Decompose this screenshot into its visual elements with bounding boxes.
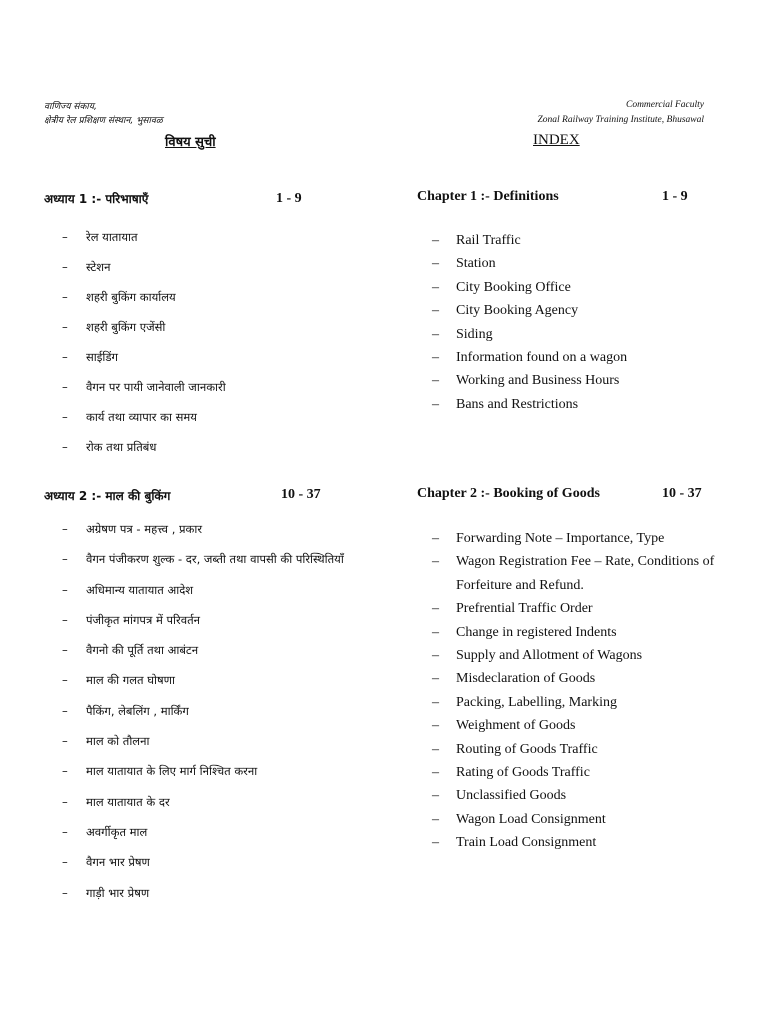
hindi-ch2-item [62, 817, 344, 847]
hindi-index-title: विषय सुची [165, 135, 216, 150]
dash-bullet: – [432, 554, 439, 570]
english-ch2-item-text: Packing, Labelling, Marking [456, 694, 617, 710]
english-ch2-item [432, 761, 722, 784]
dash-bullet: – [62, 612, 68, 627]
hindi-ch2-item [62, 544, 344, 574]
dash-bullet: – [432, 531, 439, 546]
hindi-ch2-item [62, 847, 344, 877]
english-ch1-item [432, 252, 722, 275]
english-index-title: INDEX [533, 132, 580, 148]
english-ch2-item-text: Routing of Goods Traffic [456, 741, 598, 757]
dash-bullet: – [432, 373, 439, 389]
dash-bullet: – [62, 734, 68, 749]
english-chapter2-title: Chapter 2 :- Booking of Goods [417, 486, 600, 501]
hindi-ch1-item-text: रोक तथा प्रतिबंध [86, 440, 157, 454]
hindi-ch1-item [62, 282, 226, 312]
header-left-line1: वाणिज्य संकाय, [44, 102, 97, 112]
english-ch1-item [432, 299, 722, 322]
dash-bullet: – [62, 824, 68, 839]
hindi-ch2-item-text: माल यातायात के लिए मार्ग निश्चित करना [86, 764, 258, 779]
hindi-ch1-item-text: शहरी बुकिंग एजेंसी [86, 320, 166, 334]
dash-bullet: – [432, 601, 439, 617]
dash-bullet: – [432, 765, 439, 781]
english-ch1-item [432, 393, 722, 416]
english-ch1-item-text: City Booking Agency [456, 303, 579, 319]
english-chapter1-pages: 1 - 9 [662, 189, 688, 204]
english-ch1-item-text: Bans and Restrictions [456, 396, 579, 412]
dash-bullet: – [62, 320, 68, 334]
english-ch2-item [432, 527, 722, 550]
hindi-ch1-item-text: रेल यातायात [86, 230, 138, 244]
dash-bullet: – [62, 350, 68, 364]
english-ch2-item-text: Train Load Consignment [456, 835, 597, 851]
english-ch2-item-text: Weighment of Goods [456, 718, 576, 734]
english-chapter1-list [432, 229, 722, 416]
hindi-ch2-item-text: माल की गलत घोषणा [86, 673, 175, 688]
english-ch2-item [432, 714, 722, 737]
hindi-ch2-item-text: अधिमान्य यातायात आदेश [86, 582, 194, 597]
hindi-ch2-item [62, 605, 344, 635]
hindi-ch1-item-text: स्टेशन [86, 260, 111, 274]
dash-bullet: – [62, 410, 68, 424]
dash-bullet: – [432, 396, 439, 412]
hindi-ch2-item-text: पैकिंग, लेबलिंग , मार्किंग [86, 703, 189, 718]
english-ch2-item [432, 667, 722, 690]
header-right-line2: Zonal Railway Training Institute, Bhusawal [537, 115, 704, 125]
hindi-ch1-item [62, 312, 226, 342]
hindi-ch2-item [62, 878, 344, 908]
hindi-chapter1-list [62, 222, 226, 462]
hindi-ch1-item [62, 222, 226, 252]
english-ch1-item-text: Station [456, 256, 496, 272]
dash-bullet: – [432, 350, 439, 366]
english-ch2-item [432, 621, 722, 644]
hindi-ch1-item-text: साईडिंग [86, 350, 119, 364]
dash-bullet: – [62, 230, 68, 244]
english-chapter1-title: Chapter 1 :- Definitions [417, 189, 559, 204]
hindi-ch2-item-text: वैगन पंजीकरण शुल्क - दर, जब्ती तथा वापसी की परिस्थितियाँ [86, 552, 344, 567]
english-ch2-item [432, 831, 722, 854]
hindi-ch1-item [62, 252, 226, 282]
dash-bullet: – [62, 703, 68, 718]
dash-bullet: – [62, 260, 68, 274]
dash-bullet: – [62, 290, 68, 304]
english-ch2-item [432, 644, 722, 667]
dash-bullet: – [432, 279, 439, 295]
hindi-ch2-item-text: गाड़ी भार प्रेषण [86, 885, 150, 900]
dash-bullet: – [432, 648, 439, 664]
hindi-chapter1-title: अध्याय 1 :- परिभाषाएँ [44, 192, 149, 206]
dash-bullet: – [62, 794, 68, 809]
english-ch1-item [432, 369, 722, 392]
hindi-ch2-item [62, 696, 344, 726]
hindi-ch2-item [62, 787, 344, 817]
english-ch1-item-text: Information found on a wagon [456, 350, 628, 366]
dash-bullet: – [432, 233, 439, 248]
hindi-ch2-item [62, 575, 344, 605]
dash-bullet: – [62, 582, 68, 597]
english-ch2-item [432, 597, 722, 620]
english-ch2-item-text: Unclassified Goods [456, 788, 567, 804]
english-ch1-item-text: Siding [456, 326, 493, 342]
dash-bullet: – [432, 741, 439, 757]
dash-bullet: – [432, 624, 439, 640]
dash-bullet: – [432, 811, 439, 827]
hindi-chapter2-list [62, 514, 344, 908]
hindi-ch2-item [62, 756, 344, 786]
english-ch2-item-text: Rating of Goods Traffic [456, 765, 590, 781]
hindi-ch2-item-text: माल को तौलना [86, 734, 150, 749]
hindi-ch2-item [62, 514, 344, 544]
dash-bullet: – [62, 855, 68, 870]
hindi-chapter2-title: अध्याय 2 :- माल की बुकिंग [44, 489, 171, 503]
hindi-ch1-item-text: शहरी बुकिंग कार्यालय [86, 290, 176, 304]
dash-bullet: – [62, 522, 68, 536]
header-right [537, 98, 704, 128]
english-ch2-item [432, 691, 722, 714]
hindi-ch1-item [62, 402, 226, 432]
hindi-chapter2-pages: 10 - 37 [281, 487, 321, 502]
english-ch1-item [432, 346, 722, 369]
english-ch2-item-text: Misdeclaration of Goods [456, 671, 596, 687]
dash-bullet: – [62, 885, 68, 900]
hindi-ch2-item [62, 726, 344, 756]
english-ch2-item [432, 550, 722, 597]
english-ch1-item-text: Working and Business Hours [456, 373, 620, 389]
dash-bullet: – [62, 552, 68, 567]
english-ch2-item [432, 738, 722, 761]
hindi-ch2-item-text: वैगनो की पूर्ति तथा आबंटन [86, 643, 199, 658]
english-ch1-item [432, 229, 722, 252]
english-ch2-item-text: Wagon Load Consignment [456, 811, 606, 827]
hindi-ch2-item [62, 635, 344, 665]
english-ch2-item-text: Prefrential Traffic Order [456, 601, 593, 617]
english-chapter2-list [432, 527, 722, 855]
hindi-ch1-item [62, 432, 226, 462]
dash-bullet: – [432, 718, 439, 734]
header-left-line2: क्षेत्रीय रेल प्रशिक्षण संस्थान, भुसावळ [44, 116, 163, 126]
english-ch2-item-text: Wagon Registration Fee – Rate, Conditions of Forfeiture and Refund. [456, 554, 715, 593]
header-right-line1: Commercial Faculty [625, 100, 704, 110]
hindi-ch2-item [62, 665, 344, 695]
hindi-ch2-item-text: वैगन भार प्रेषण [86, 855, 150, 870]
hindi-ch2-item-text: अग्रेषण पत्र - महत्त्व , प्रकार [86, 522, 203, 536]
dash-bullet: – [62, 440, 68, 454]
dash-bullet: – [432, 835, 439, 851]
dash-bullet: – [432, 326, 439, 342]
english-ch2-item [432, 784, 722, 807]
hindi-ch2-item-text: माल यातायात के दर [86, 794, 170, 809]
hindi-ch1-item-text: कार्य तथा व्यापार का समय [86, 410, 197, 424]
hindi-ch1-item-text: वैगन पर पायी जानेवाली जानकारी [86, 380, 226, 394]
hindi-chapter1-pages: 1 - 9 [276, 191, 302, 206]
dash-bullet: – [62, 643, 68, 658]
dash-bullet: – [62, 380, 68, 394]
hindi-ch1-item [62, 342, 226, 372]
header-left [44, 100, 163, 128]
english-ch1-item [432, 323, 722, 346]
english-ch1-item-text: Rail Traffic [456, 233, 521, 248]
dash-bullet: – [432, 788, 439, 804]
dash-bullet: – [62, 673, 68, 688]
hindi-ch2-item-text: पंजीकृत मांगपत्र में परिवर्तन [86, 612, 201, 627]
dash-bullet: – [432, 303, 439, 319]
dash-bullet: – [432, 694, 439, 710]
dash-bullet: – [432, 671, 439, 687]
english-ch2-item-text: Forwarding Note – Importance, Type [456, 531, 665, 546]
english-ch2-item [432, 808, 722, 831]
english-ch2-item-text: Change in registered Indents [456, 624, 617, 640]
english-ch2-item-text: Supply and Allotment of Wagons [456, 648, 643, 664]
hindi-ch2-item-text: अवर्गीकृत माल [86, 824, 148, 839]
hindi-ch1-item [62, 372, 226, 402]
dash-bullet: – [432, 256, 439, 272]
english-ch1-item [432, 276, 722, 299]
english-ch1-item-text: City Booking Office [456, 279, 571, 295]
dash-bullet: – [62, 764, 68, 779]
english-chapter2-pages: 10 - 37 [662, 486, 702, 501]
